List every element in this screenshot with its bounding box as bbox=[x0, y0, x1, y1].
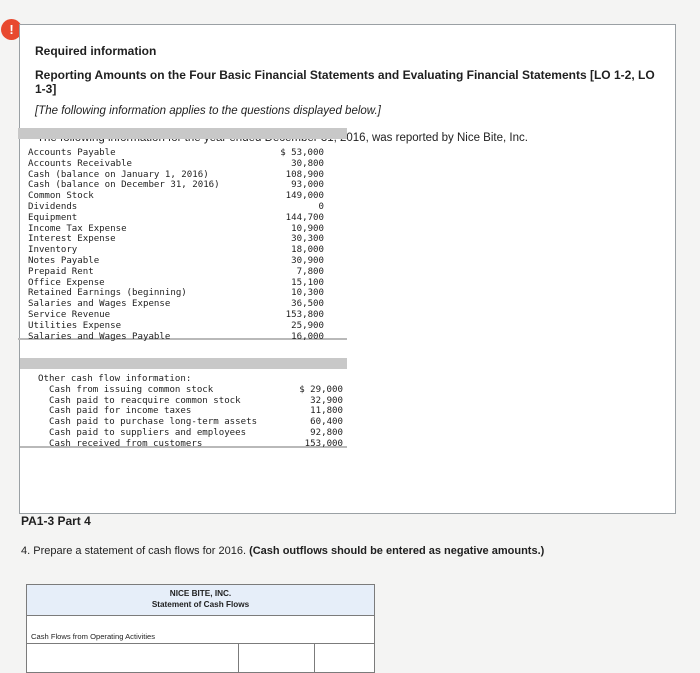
account-value: 0 bbox=[318, 201, 324, 212]
account-label: Cash (balance on December 31, 2016) bbox=[28, 180, 220, 191]
account-value: 108,900 bbox=[285, 169, 324, 180]
part-title: PA1-3 Part 4 bbox=[21, 514, 91, 528]
table-row bbox=[18, 245, 347, 256]
table-row bbox=[18, 224, 347, 235]
instruction-emphasis: (Cash outflows should be entered as negative amounts.) bbox=[249, 545, 545, 557]
cash-flow-value: $ 29,000 bbox=[299, 384, 343, 395]
account-value: 36,500 bbox=[291, 299, 324, 310]
cash-flow-label: Cash paid to reacquire common stock bbox=[49, 395, 241, 406]
statement-header bbox=[27, 585, 374, 616]
account-label: Income Tax Expense bbox=[28, 223, 127, 234]
table-row bbox=[20, 406, 347, 417]
account-value: 144,700 bbox=[285, 212, 324, 223]
table-row bbox=[18, 256, 347, 267]
panel-note: [The following information applies to the questions displayed below.] bbox=[35, 105, 381, 117]
cash-flow-value: 153,000 bbox=[304, 438, 343, 449]
cash-flow-label: Cash paid for income taxes bbox=[49, 406, 192, 417]
table-row bbox=[18, 288, 347, 299]
table-row bbox=[18, 267, 347, 278]
table-row bbox=[18, 332, 347, 343]
cash-flow-label: Cash received from customers bbox=[49, 438, 203, 449]
table-row bbox=[20, 439, 347, 450]
account-value: 7,800 bbox=[296, 266, 324, 277]
table-row bbox=[20, 396, 347, 407]
account-label: Salaries and Wages Expense bbox=[28, 299, 171, 310]
table-row bbox=[18, 278, 347, 289]
account-label: Retained Earnings (beginning) bbox=[28, 288, 187, 299]
account-value: 30,900 bbox=[291, 255, 324, 266]
table-row bbox=[18, 310, 347, 321]
table-row bbox=[20, 428, 347, 439]
cash-flow-label: Cash paid to purchase long-term assets bbox=[49, 417, 258, 428]
account-label: Cash (balance on January 1, 2016) bbox=[28, 169, 209, 180]
account-value: 30,300 bbox=[291, 234, 324, 245]
cash-flow-value: 92,800 bbox=[310, 427, 343, 438]
account-value: 10,900 bbox=[291, 223, 324, 234]
table-row bbox=[18, 180, 347, 191]
panel-subtitle: Reporting Amounts on the Four Basic Financial Statements and Evaluating Financial Statements [LO 1-2, LO 1-3] bbox=[35, 68, 655, 96]
account-value: 10,300 bbox=[291, 288, 324, 299]
account-label: Utilities Expense bbox=[28, 320, 122, 331]
account-value: 16,000 bbox=[291, 331, 324, 342]
account-label: Common Stock bbox=[28, 191, 94, 202]
table-row bbox=[20, 417, 347, 428]
table-row bbox=[20, 385, 347, 396]
account-label: Notes Payable bbox=[28, 255, 100, 266]
account-value: 93,000 bbox=[291, 180, 324, 191]
cash-flow-label: Cash from issuing common stock bbox=[49, 384, 214, 395]
account-value: 25,900 bbox=[291, 320, 324, 331]
statement-label-input[interactable] bbox=[27, 644, 239, 658]
statement-entry-row bbox=[27, 658, 374, 673]
alert-icon: ! bbox=[1, 19, 22, 40]
cash-flow-info-table bbox=[20, 358, 347, 448]
table-row bbox=[18, 234, 347, 245]
cash-flow-statement-worksheet bbox=[26, 584, 375, 673]
table-row bbox=[18, 148, 347, 159]
account-value: 153,800 bbox=[285, 309, 324, 320]
account-label: Office Expense bbox=[28, 277, 105, 288]
account-label: Prepaid Rent bbox=[28, 266, 94, 277]
account-label: Accounts Receivable bbox=[28, 158, 133, 169]
account-value: 149,000 bbox=[285, 191, 324, 202]
cash-flow-value: 32,900 bbox=[310, 395, 343, 406]
account-label: Inventory bbox=[28, 245, 78, 256]
statement-amount-input[interactable] bbox=[238, 658, 315, 672]
statement-company: NICE BITE, INC. bbox=[169, 589, 232, 598]
table-row bbox=[18, 213, 347, 224]
statement-entry-row bbox=[27, 644, 374, 659]
cash-flow-label: Cash paid to suppliers and employees bbox=[49, 427, 247, 438]
statement-section-label: Cash Flows from Operating Activities bbox=[27, 630, 374, 644]
table-row bbox=[18, 170, 347, 181]
account-value: 15,100 bbox=[291, 277, 324, 288]
panel-intro: The following information for the year ended December 31, 2016, was reported by Nice Bite, Inc. bbox=[37, 132, 528, 144]
instruction-text: 4. Prepare a statement of cash flows for 2016. bbox=[21, 545, 250, 557]
table-row bbox=[18, 159, 347, 170]
statement-amount-input[interactable] bbox=[238, 644, 315, 658]
account-label: Service Revenue bbox=[28, 309, 111, 320]
account-value: 30,800 bbox=[291, 158, 324, 169]
account-label: Interest Expense bbox=[28, 234, 116, 245]
panel-heading: Required information bbox=[35, 44, 157, 58]
statement-label-input[interactable] bbox=[27, 658, 239, 672]
account-label: Salaries and Wages Payable bbox=[28, 331, 171, 342]
table-row bbox=[18, 191, 347, 202]
table-row bbox=[18, 202, 347, 213]
statement-title: Statement of Cash Flows bbox=[151, 600, 250, 609]
account-label: Accounts Payable bbox=[28, 148, 116, 158]
table-row bbox=[18, 299, 347, 310]
account-label: Equipment bbox=[28, 212, 78, 223]
account-label: Dividends bbox=[28, 201, 78, 212]
table-row bbox=[18, 321, 347, 332]
statement-blank-row[interactable] bbox=[27, 616, 374, 631]
accounts-table bbox=[18, 128, 347, 340]
cash-flow-value: 60,400 bbox=[310, 417, 343, 428]
account-value: $ 53,000 bbox=[280, 148, 324, 158]
account-value: 18,000 bbox=[291, 245, 324, 256]
cash-flow-value: 11,800 bbox=[310, 406, 343, 417]
cash-flow-heading: Other cash flow information: bbox=[38, 374, 192, 384]
instruction bbox=[21, 545, 544, 557]
